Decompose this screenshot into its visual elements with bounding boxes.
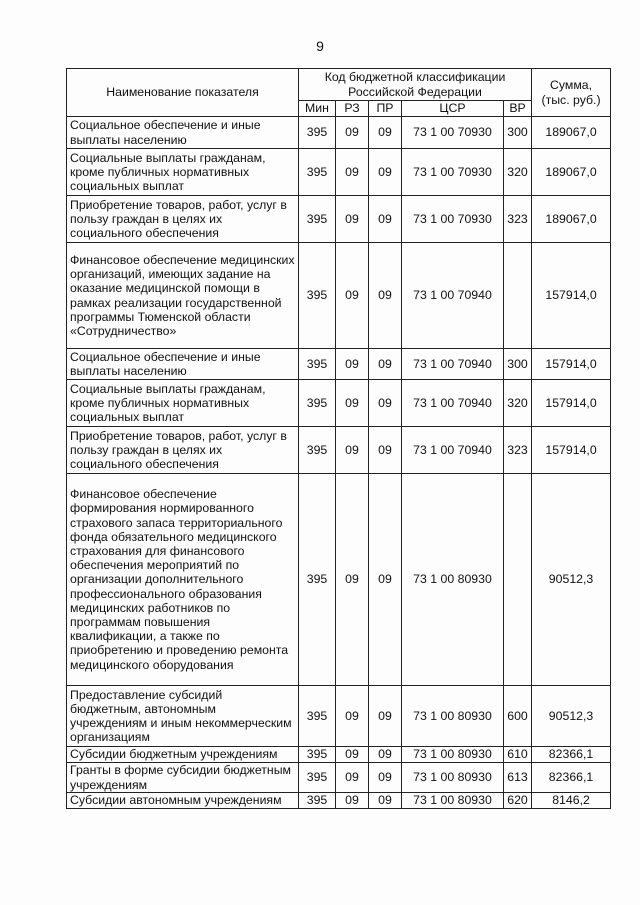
- row-sum: 157914,0: [532, 427, 611, 474]
- row-csr: 73 1 00 80930: [402, 474, 504, 686]
- row-csr: 73 1 00 70930: [402, 196, 504, 243]
- row-min: 395: [299, 763, 336, 793]
- row-rz: 09: [336, 427, 369, 474]
- table-row: [67, 196, 611, 243]
- row-csr: 73 1 00 80930: [402, 686, 504, 747]
- row-name: Социальное обеспечение и иные выплаты населению: [67, 117, 299, 149]
- table-row: [67, 243, 611, 349]
- row-vr: 613: [504, 763, 532, 793]
- row-name: Финансовое обеспечение формирования нормированного страхового запаса территориального фонда обязательного медицинского страхования для финансового обеспечения мероприятий по организации дополнительного профессионального образования медицинских работников по программам повышения квалификации, а также по приобретению и проведению ремонта медицинского оборудования: [67, 474, 299, 686]
- row-vr: 300: [504, 349, 532, 380]
- row-pr: 09: [369, 349, 402, 380]
- row-rz: 09: [336, 380, 369, 427]
- row-min: 395: [299, 793, 336, 809]
- row-min: 395: [299, 196, 336, 243]
- row-min: 395: [299, 380, 336, 427]
- row-rz: 09: [336, 763, 369, 793]
- table-row: [67, 380, 611, 427]
- row-name: Приобретение товаров, работ, услуг в пользу граждан в целях их социального обеспечения: [67, 196, 299, 243]
- row-pr: 09: [369, 763, 402, 793]
- row-pr: 09: [369, 793, 402, 809]
- row-sum: 82366,1: [532, 763, 611, 793]
- row-rz: 09: [336, 474, 369, 686]
- header-rz: РЗ: [336, 101, 369, 117]
- row-rz: 09: [336, 149, 369, 196]
- row-vr: 620: [504, 793, 532, 809]
- table-row: [67, 686, 611, 747]
- budget-table: [66, 68, 611, 809]
- row-min: 395: [299, 474, 336, 686]
- row-csr: 73 1 00 80930: [402, 763, 504, 793]
- header-sum: Сумма, (тыс. руб.): [532, 69, 611, 117]
- row-csr: 73 1 00 70940: [402, 380, 504, 427]
- row-csr: 73 1 00 70930: [402, 117, 504, 149]
- row-sum: 157914,0: [532, 243, 611, 349]
- row-rz: 09: [336, 349, 369, 380]
- header-vr: ВР: [504, 101, 532, 117]
- row-name: Социальное обеспечение и иные выплаты населению: [67, 349, 299, 380]
- row-pr: 09: [369, 686, 402, 747]
- row-sum: 157914,0: [532, 349, 611, 380]
- row-rz: 09: [336, 196, 369, 243]
- row-vr: 610: [504, 747, 532, 763]
- table-row: [67, 763, 611, 793]
- row-csr: 73 1 00 70930: [402, 149, 504, 196]
- row-sum: 189067,0: [532, 149, 611, 196]
- row-pr: 09: [369, 380, 402, 427]
- row-rz: 09: [336, 686, 369, 747]
- header-code-group: Код бюджетной классификации Российской Федерации: [299, 69, 532, 101]
- row-pr: 09: [369, 243, 402, 349]
- row-name: Финансовое обеспечение медицинских организаций, имеющих задание на оказание медицинской помощи в рамках реализации государственной программы Тюменской области «Сотрудничество»: [67, 243, 299, 349]
- table-row: [67, 349, 611, 380]
- page-number: 9: [316, 38, 324, 54]
- header-name: Наименование показателя: [67, 69, 299, 117]
- row-pr: 09: [369, 474, 402, 686]
- row-vr: 300: [504, 117, 532, 149]
- row-csr: 73 1 00 80930: [402, 793, 504, 809]
- row-name: Предоставление субсидий бюджетным, автономным учреждениям и иным некоммерческим организациям: [67, 686, 299, 747]
- row-rz: 09: [336, 117, 369, 149]
- header-min: Мин: [299, 101, 336, 117]
- row-min: 395: [299, 349, 336, 380]
- row-vr: [504, 474, 532, 686]
- row-min: 395: [299, 117, 336, 149]
- row-vr: 323: [504, 427, 532, 474]
- row-csr: 73 1 00 70940: [402, 349, 504, 380]
- row-vr: 320: [504, 149, 532, 196]
- row-min: 395: [299, 149, 336, 196]
- row-sum: 189067,0: [532, 196, 611, 243]
- row-sum: 90512,3: [532, 474, 611, 686]
- row-rz: 09: [336, 747, 369, 763]
- row-vr: 323: [504, 196, 532, 243]
- table-row: [67, 474, 611, 686]
- row-min: 395: [299, 686, 336, 747]
- row-name: Социальные выплаты гражданам, кроме публичных нормативных социальных выплат: [67, 380, 299, 427]
- row-vr: 600: [504, 686, 532, 747]
- row-min: 395: [299, 243, 336, 349]
- row-pr: 09: [369, 196, 402, 243]
- row-min: 395: [299, 747, 336, 763]
- row-name: Социальные выплаты гражданам, кроме публичных нормативных социальных выплат: [67, 149, 299, 196]
- row-sum: 8146,2: [532, 793, 611, 809]
- row-sum: 90512,3: [532, 686, 611, 747]
- row-min: 395: [299, 427, 336, 474]
- row-name: Субсидии автономным учреждениям: [67, 793, 299, 809]
- table-row: [67, 793, 611, 809]
- row-rz: 09: [336, 793, 369, 809]
- table-row: [67, 427, 611, 474]
- row-rz: 09: [336, 243, 369, 349]
- row-pr: 09: [369, 747, 402, 763]
- row-name: Гранты в форме субсидии бюджетным учреждениям: [67, 763, 299, 793]
- header-pr: ПР: [369, 101, 402, 117]
- row-csr: 73 1 00 80930: [402, 747, 504, 763]
- table-row: [67, 117, 611, 149]
- row-csr: 73 1 00 70940: [402, 243, 504, 349]
- row-pr: 09: [369, 427, 402, 474]
- row-sum: 157914,0: [532, 380, 611, 427]
- row-vr: [504, 243, 532, 349]
- row-vr: 320: [504, 380, 532, 427]
- row-pr: 09: [369, 117, 402, 149]
- row-name: Приобретение товаров, работ, услуг в пользу граждан в целях их социального обеспечения: [67, 427, 299, 474]
- header-csr: ЦСР: [402, 101, 504, 117]
- row-sum: 189067,0: [532, 117, 611, 149]
- row-pr: 09: [369, 149, 402, 196]
- row-name: Субсидии бюджетным учреждениям: [67, 747, 299, 763]
- row-sum: 82366,1: [532, 747, 611, 763]
- table-row: [67, 149, 611, 196]
- row-csr: 73 1 00 70940: [402, 427, 504, 474]
- table-row: [67, 747, 611, 763]
